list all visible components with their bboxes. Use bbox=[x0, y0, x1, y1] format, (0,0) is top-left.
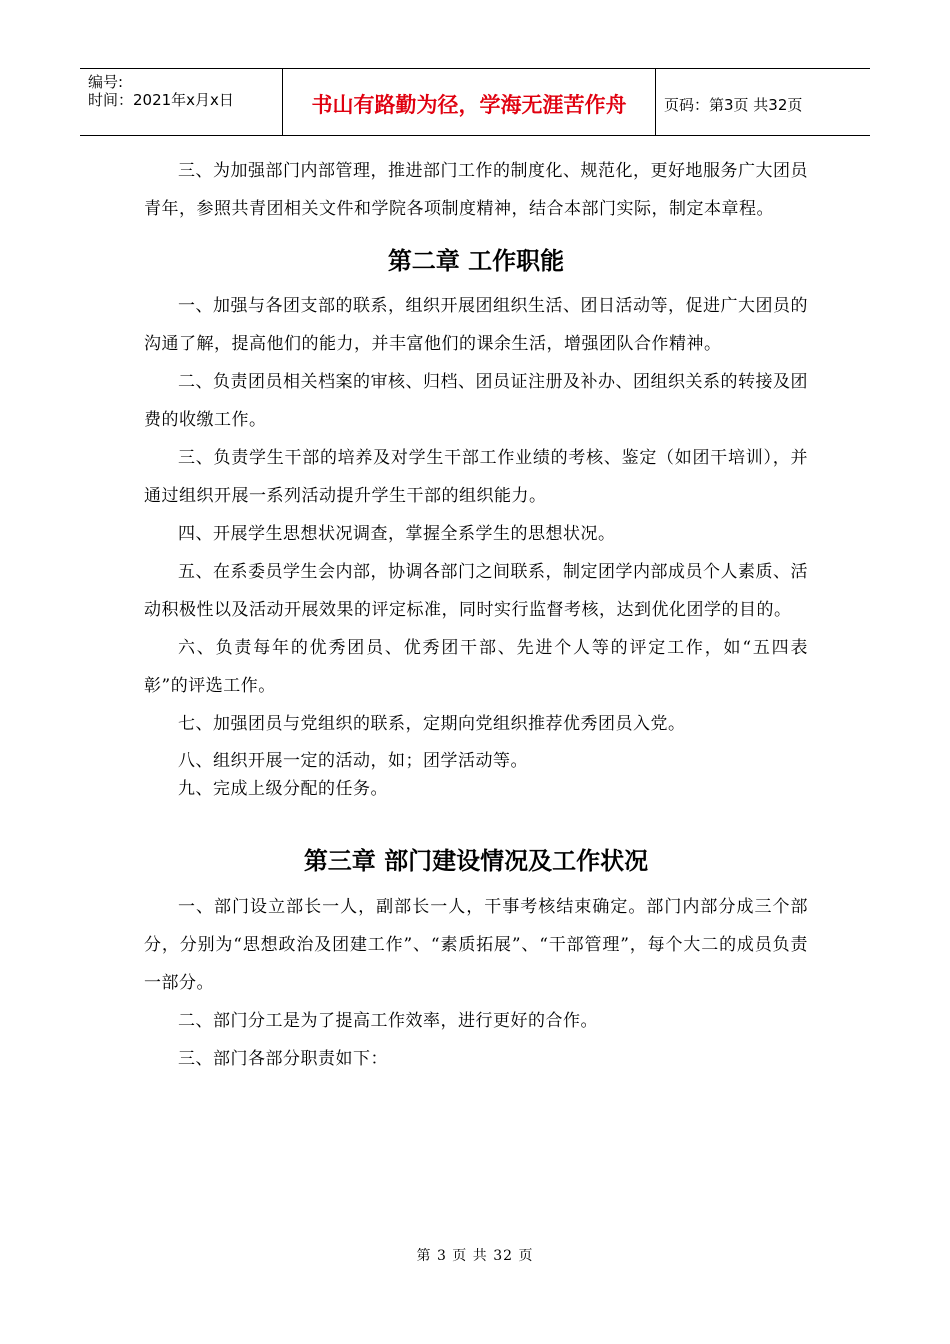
chapter-2-item: 七、加强团员与党组织的联系，定期向党组织推荐优秀团员入党。 bbox=[178, 714, 686, 734]
header-motto: 书山有路勤为径，学海无涯苦作舟 bbox=[283, 69, 656, 135]
chapter-2-item: 四、开展学生思想状况调查，掌握全系学生的思想状况。 bbox=[178, 524, 616, 544]
chapter-2-item: 六、负责每年的优秀团员、优秀团干部、先进个人等的评定工作，如“五四表彰”的评选工作。 bbox=[144, 638, 808, 696]
chapter-2-title: 第二章 工作职能 bbox=[387, 247, 565, 275]
document-body bbox=[144, 152, 808, 1078]
chapter-2-item: 二、负责团员相关档案的审核、归档、团员证注册及补办、团组织关系的转接及团费的收缴工作。 bbox=[144, 372, 808, 430]
document-date-label: 时间：2021年x月x日 bbox=[88, 91, 234, 109]
chapter-2-item: 三、负责学生干部的培养及对学生干部工作业绩的考核、鉴定（如团干培训），并通过组织开展一系列活动提升学生干部的组织能力。 bbox=[144, 448, 808, 506]
document-number-label: 编号: bbox=[88, 73, 124, 91]
page-footer: 第 3 页 共 32 页 bbox=[416, 1248, 534, 1264]
page-header bbox=[80, 68, 870, 136]
chapter-2-item: 九、完成上级分配的任务。 bbox=[178, 779, 388, 799]
header-left-cell bbox=[80, 69, 283, 135]
chapter-3-item: 一、部门设立部长一人，副部长一人，干事考核结束确定。部门内部分成三个部分，分别为“思想政治及团建工作”、“素质拓展”、“干部管理”，每个大二的成员负责一部分。 bbox=[144, 897, 808, 993]
chapter-3-item: 三、部门各部分职责如下： bbox=[178, 1049, 388, 1069]
chapter-2-item: 八、组织开展一定的活动，如；团学活动等。 bbox=[178, 751, 528, 771]
chapter-3-item: 二、部门分工是为了提高工作效率，进行更好的合作。 bbox=[178, 1011, 598, 1031]
chapter-3-title: 第三章 部门建设情况及工作状况 bbox=[303, 847, 649, 875]
chapter-2-item: 一、加强与各团支部的联系，组织开展团组织生活、团日活动等，促进广大团员的沟通了解，提高他们的能力，并丰富他们的课余生活，增强团队合作精神。 bbox=[144, 296, 808, 354]
chapter-2-item: 五、在系委员学生会内部，协调各部门之间联系，制定团学内部成员个人素质、活动积极性以及活动开展效果的评定标准，同时实行监督考核，达到优化团学的目的。 bbox=[144, 562, 808, 620]
intro-paragraph: 三、为加强部门内部管理，推进部门工作的制度化、规范化，更好地服务广大团员青年，参照共青团相关文件和学院各项制度精神，结合本部门实际，制定本章程。 bbox=[144, 161, 808, 219]
header-page-label: 页码：第3页 共32页 bbox=[664, 95, 803, 114]
